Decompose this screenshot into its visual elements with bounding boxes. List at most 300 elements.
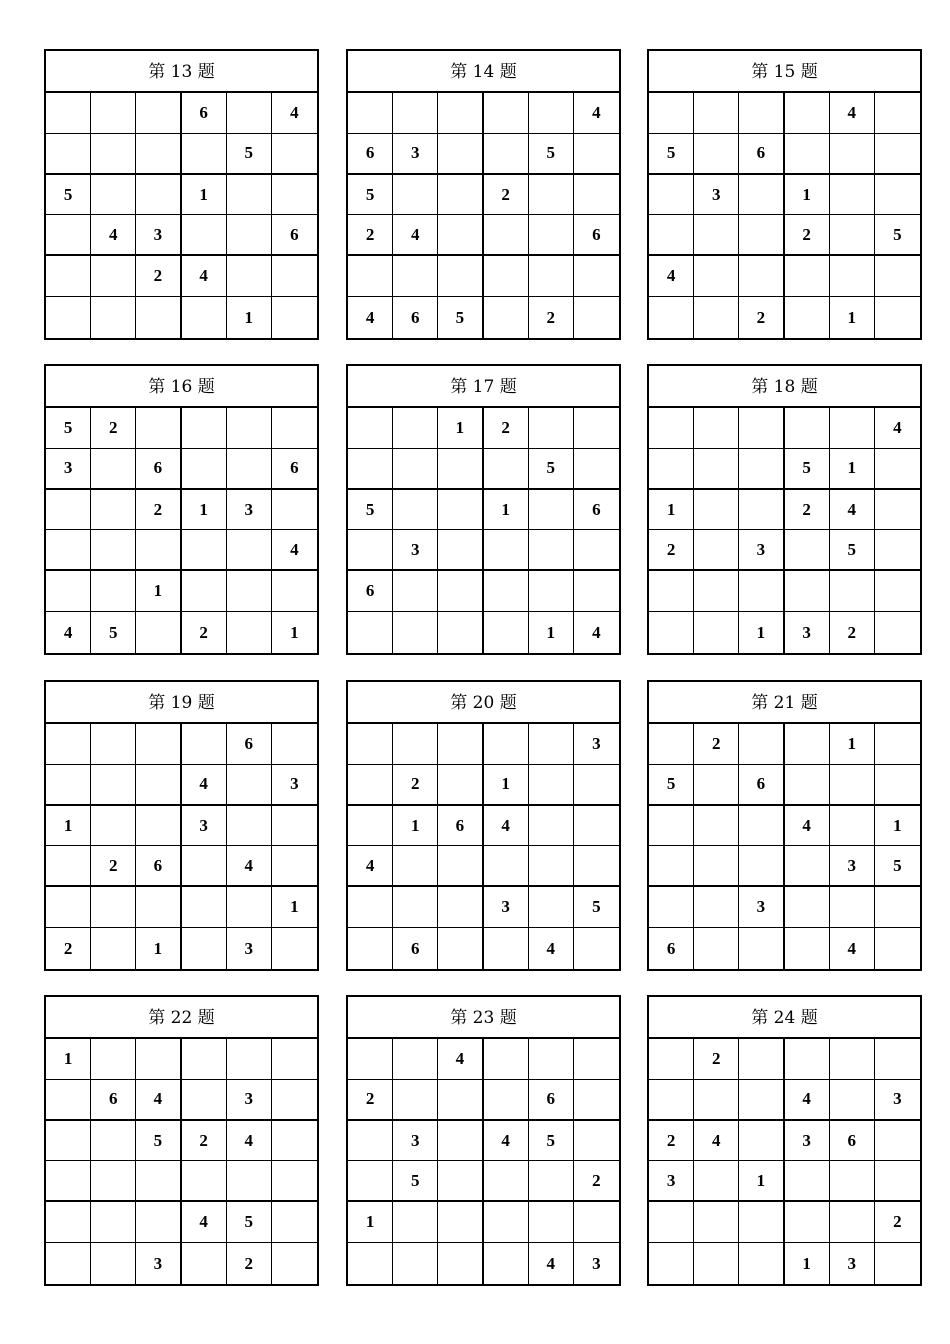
sudoku-cell — [830, 1161, 875, 1202]
sudoku-cell — [649, 175, 694, 216]
sudoku-cell: 5 — [785, 449, 830, 490]
sudoku-cell: 4 — [182, 765, 227, 806]
sudoku-cell — [785, 846, 830, 887]
sudoku-cell — [875, 571, 920, 612]
sudoku-cell — [91, 175, 136, 216]
sudoku-cell — [227, 256, 272, 297]
sudoku-cell: 5 — [649, 134, 694, 175]
sudoku-cell: 5 — [136, 1121, 181, 1162]
sudoku-cell: 6 — [136, 846, 181, 887]
sudoku-cell — [875, 1121, 920, 1162]
sudoku-cell: 1 — [875, 806, 920, 847]
sudoku-cell: 4 — [438, 1039, 483, 1080]
sudoku-cell — [574, 175, 619, 216]
sudoku-cell — [182, 449, 227, 490]
sudoku-cell — [438, 93, 483, 134]
sudoku-cell: 1 — [830, 297, 875, 338]
sudoku-cell — [830, 571, 875, 612]
sudoku-cell — [438, 449, 483, 490]
sudoku-cell — [529, 724, 574, 765]
sudoku-cell — [785, 928, 830, 969]
sudoku-cell — [875, 612, 920, 653]
sudoku-cell — [649, 571, 694, 612]
sudoku-cell — [484, 612, 529, 653]
sudoku-cell — [649, 297, 694, 338]
puzzle-title: 第 13 题 — [46, 51, 317, 93]
sudoku-cell: 3 — [592, 1253, 601, 1273]
sudoku-cell: 5 — [227, 134, 272, 175]
sudoku-cell — [484, 928, 529, 969]
sudoku-cell — [272, 1080, 317, 1121]
sudoku-puzzle — [346, 49, 621, 340]
sudoku-cell: 3 — [393, 134, 438, 175]
sudoku-cell — [227, 612, 272, 653]
sudoku-cell: 5 — [649, 765, 694, 806]
sudoku-cell: 4 — [529, 928, 574, 969]
sudoku-cell: 1 — [529, 612, 574, 653]
sudoku-cell — [46, 530, 91, 571]
sudoku-cell — [875, 134, 920, 175]
sudoku-cell — [348, 1243, 393, 1284]
sudoku-cell: 2 — [182, 1121, 227, 1162]
sudoku-cell — [136, 175, 181, 216]
sudoku-cell: 2 — [649, 530, 694, 571]
sudoku-cell: 1 — [136, 928, 181, 969]
sudoku-cell — [227, 765, 272, 806]
sudoku-cell — [830, 134, 875, 175]
sudoku-puzzle — [44, 995, 319, 1286]
sudoku-cell — [272, 571, 317, 612]
sudoku-cell: 2 — [739, 297, 784, 338]
sudoku-cell — [694, 1243, 739, 1284]
sudoku-cell: 1 — [484, 765, 529, 806]
sudoku-cell: 4 — [484, 806, 529, 847]
sudoku-cell: 4 — [484, 1121, 529, 1162]
sudoku-cell — [91, 1039, 136, 1080]
sudoku-cell — [875, 928, 920, 969]
sudoku-cell — [348, 887, 393, 928]
sudoku-cell: 5 — [46, 175, 91, 216]
puzzle-title: 第 14 题 — [348, 51, 619, 93]
sudoku-cell: 3 — [694, 175, 739, 216]
sudoku-cell — [182, 928, 227, 969]
sudoku-cell — [785, 1161, 830, 1202]
sudoku-cell — [574, 134, 619, 175]
sudoku-cell — [785, 724, 830, 765]
sudoku-cell: 6 — [182, 93, 227, 134]
puzzle-title: 第 18 题 — [649, 366, 920, 408]
sudoku-cell — [348, 1161, 393, 1202]
sudoku-cell — [46, 1121, 91, 1162]
sudoku-cell: 6 — [739, 134, 784, 175]
sudoku-cell — [649, 887, 694, 928]
sudoku-cell: 5 — [875, 215, 920, 256]
sudoku-cell: 1 — [739, 612, 784, 653]
sudoku-cell — [227, 887, 272, 928]
sudoku-cell: 5 — [529, 449, 574, 490]
sudoku-cell — [830, 765, 875, 806]
sudoku-cell: 5 — [830, 530, 875, 571]
puzzle-title: 第 19 题 — [46, 682, 317, 724]
sudoku-cell — [830, 215, 875, 256]
sudoku-puzzle — [647, 680, 922, 971]
sudoku-cell: 5 — [875, 846, 920, 887]
sudoku-cell — [785, 297, 830, 338]
sudoku-cell — [694, 887, 739, 928]
sudoku-cell — [484, 1161, 529, 1202]
sudoku-cell — [91, 93, 136, 134]
sudoku-cell — [438, 724, 483, 765]
sudoku-cell: 2 — [393, 765, 438, 806]
puzzle-title: 第 15 题 — [649, 51, 920, 93]
sudoku-cell — [227, 1161, 272, 1202]
sudoku-cell — [830, 887, 875, 928]
sudoku-cell — [136, 1039, 181, 1080]
sudoku-cell — [272, 490, 317, 531]
sudoku-cell: 4 — [785, 806, 830, 847]
puzzle-title: 第 16 题 — [46, 366, 317, 408]
sudoku-cell — [46, 297, 91, 338]
sudoku-cell: 4 — [272, 93, 317, 134]
sudoku-cell — [875, 724, 920, 765]
sudoku-cell — [739, 256, 784, 297]
sudoku-cell — [484, 1080, 529, 1121]
sudoku-cell — [739, 490, 784, 531]
sudoku-cell — [739, 806, 784, 847]
sudoku-cell — [227, 215, 272, 256]
sudoku-cell — [393, 1080, 438, 1121]
sudoku-cell — [875, 887, 920, 928]
sudoku-cell — [136, 134, 181, 175]
sudoku-cell — [438, 1080, 483, 1121]
sudoku-cell: 2 — [830, 612, 875, 653]
sudoku-cell — [574, 846, 619, 887]
sudoku-cell — [91, 928, 136, 969]
sudoku-cell — [694, 530, 739, 571]
sudoku-grid — [348, 408, 619, 653]
sudoku-cell — [438, 1202, 483, 1243]
sudoku-cell: 2 — [91, 846, 136, 887]
sudoku-puzzle — [346, 680, 621, 971]
sudoku-cell: 4 — [830, 928, 875, 969]
sudoku-cell: 2 — [529, 297, 574, 338]
sudoku-cell — [649, 724, 694, 765]
sudoku-puzzle — [647, 49, 922, 340]
sudoku-cell — [393, 408, 438, 449]
sudoku-cell — [348, 1039, 393, 1080]
sudoku-cell: 5 — [348, 175, 393, 216]
sudoku-cell — [649, 93, 694, 134]
sudoku-cell — [484, 297, 529, 338]
sudoku-cell: 4 — [182, 256, 227, 297]
sudoku-cell — [46, 490, 91, 531]
sudoku-cell — [182, 1243, 227, 1284]
sudoku-cell — [393, 1243, 438, 1284]
sudoku-cell — [694, 490, 739, 531]
sudoku-cell — [182, 134, 227, 175]
sudoku-cell — [830, 256, 875, 297]
sudoku-cell — [484, 571, 529, 612]
sudoku-cell — [91, 1121, 136, 1162]
sudoku-cell — [529, 215, 574, 256]
sudoku-cell — [574, 1202, 619, 1243]
sudoku-cell — [272, 806, 317, 847]
sudoku-cell — [649, 449, 694, 490]
sudoku-cell — [694, 1202, 739, 1243]
sudoku-cell: 6 — [574, 490, 619, 531]
sudoku-cell — [529, 765, 574, 806]
sudoku-cell — [393, 887, 438, 928]
sudoku-cell — [438, 530, 483, 571]
sudoku-cell — [227, 1039, 272, 1080]
sudoku-cell — [785, 887, 830, 928]
sudoku-cell: 3 — [136, 215, 181, 256]
sudoku-cell — [438, 215, 483, 256]
sudoku-cell — [785, 571, 830, 612]
sudoku-cell — [785, 256, 830, 297]
sudoku-cell — [348, 449, 393, 490]
sudoku-cell: 5 — [438, 297, 483, 338]
sudoku-cell — [46, 846, 91, 887]
sudoku-grid — [649, 93, 920, 338]
sudoku-cell — [46, 1243, 91, 1284]
sudoku-cell — [91, 887, 136, 928]
sudoku-cell — [227, 571, 272, 612]
sudoku-cell — [875, 1161, 920, 1202]
sudoku-cell — [272, 175, 317, 216]
sudoku-cell — [649, 1202, 694, 1243]
sudoku-cell — [46, 215, 91, 256]
sudoku-cell — [875, 530, 920, 571]
sudoku-cell — [484, 1243, 529, 1284]
sudoku-cell — [484, 1202, 529, 1243]
sudoku-cell — [393, 724, 438, 765]
sudoku-cell: 2 — [785, 490, 830, 531]
sudoku-cell — [393, 846, 438, 887]
sudoku-cell: 1 — [136, 571, 181, 612]
sudoku-cell: 4 — [136, 1080, 181, 1121]
sudoku-cell — [136, 1202, 181, 1243]
sudoku-puzzle — [44, 364, 319, 655]
sudoku-cell: 6 — [830, 1121, 875, 1162]
sudoku-cell — [438, 612, 483, 653]
sudoku-cell: 1 — [290, 622, 299, 642]
sudoku-cell: 2 — [785, 215, 830, 256]
sudoku-cell — [529, 1161, 574, 1202]
sudoku-cell — [529, 1039, 574, 1080]
sudoku-puzzle — [44, 49, 319, 340]
sudoku-puzzle — [44, 680, 319, 971]
sudoku-cell: 2 — [136, 256, 181, 297]
sudoku-cell — [484, 215, 529, 256]
sudoku-cell: 1 — [830, 449, 875, 490]
sudoku-cell — [484, 449, 529, 490]
sudoku-cell — [272, 1039, 317, 1080]
sudoku-cell — [739, 1080, 784, 1121]
sudoku-cell — [574, 806, 619, 847]
sudoku-cell: 6 — [272, 215, 317, 256]
sudoku-cell: 3 — [484, 887, 529, 928]
sudoku-cell: 1 — [393, 806, 438, 847]
sudoku-cell: 3 — [875, 1080, 920, 1121]
sudoku-cell: 2 — [574, 1161, 619, 1202]
sudoku-cell — [484, 93, 529, 134]
sudoku-cell — [438, 1243, 483, 1284]
sudoku-cell: 4 — [348, 846, 393, 887]
sudoku-cell: 2 — [227, 1243, 272, 1284]
sudoku-cell — [348, 612, 393, 653]
sudoku-cell: 4 — [830, 490, 875, 531]
sudoku-cell: 2 — [484, 175, 529, 216]
sudoku-cell — [529, 93, 574, 134]
sudoku-cell — [91, 134, 136, 175]
sudoku-cell — [830, 175, 875, 216]
sudoku-cell — [529, 530, 574, 571]
sudoku-cell: 1 — [830, 724, 875, 765]
sudoku-cell: 2 — [182, 612, 227, 653]
puzzle-title: 第 17 题 — [348, 366, 619, 408]
sudoku-cell: 6 — [529, 1080, 574, 1121]
sudoku-cell: 4 — [785, 1080, 830, 1121]
sudoku-cell: 1 — [739, 1161, 784, 1202]
sudoku-cell — [46, 571, 91, 612]
sudoku-cell: 4 — [182, 1202, 227, 1243]
sudoku-cell: 5 — [46, 408, 91, 449]
sudoku-cell — [649, 612, 694, 653]
sudoku-cell — [694, 1161, 739, 1202]
sudoku-cell — [91, 806, 136, 847]
sudoku-cell — [694, 1080, 739, 1121]
sudoku-cell: 4 — [529, 1243, 574, 1284]
sudoku-cell: 6 — [348, 571, 393, 612]
sudoku-cell — [484, 134, 529, 175]
sudoku-cell: 1 — [182, 490, 227, 531]
sudoku-cell — [393, 93, 438, 134]
sudoku-cell — [227, 175, 272, 216]
sudoku-cell — [182, 846, 227, 887]
sudoku-cell — [739, 571, 784, 612]
sudoku-cell — [438, 490, 483, 531]
sudoku-cell: 3 — [830, 1243, 875, 1284]
sudoku-cell — [227, 449, 272, 490]
sudoku-cell — [574, 928, 619, 969]
sudoku-cell: 3 — [393, 530, 438, 571]
sudoku-cell — [739, 1039, 784, 1080]
sudoku-cell: 5 — [529, 1121, 574, 1162]
sudoku-cell: 1 — [348, 1202, 393, 1243]
sudoku-cell — [393, 571, 438, 612]
sudoku-cell — [272, 846, 317, 887]
sudoku-cell — [272, 928, 317, 969]
sudoku-cell: 2 — [91, 408, 136, 449]
sudoku-cell: 4 — [649, 256, 694, 297]
sudoku-cell — [529, 846, 574, 887]
sudoku-cell: 1 — [785, 175, 830, 216]
sudoku-cell — [91, 297, 136, 338]
sudoku-cell — [574, 256, 619, 297]
sudoku-cell — [46, 1161, 91, 1202]
sudoku-cell: 2 — [875, 1202, 920, 1243]
sudoku-grid — [46, 408, 317, 653]
sudoku-cell — [875, 93, 920, 134]
sudoku-cell — [348, 806, 393, 847]
sudoku-cell: 1 — [649, 490, 694, 531]
puzzle-title: 第 22 题 — [46, 997, 317, 1039]
sudoku-cell — [739, 408, 784, 449]
sudoku-cell: 6 — [393, 928, 438, 969]
sudoku-cell — [739, 1202, 784, 1243]
sudoku-cell — [529, 571, 574, 612]
sudoku-cell: 6 — [393, 297, 438, 338]
sudoku-cell — [694, 612, 739, 653]
sudoku-cell: 6 — [438, 806, 483, 847]
sudoku-cell — [136, 765, 181, 806]
sudoku-cell: 4 — [694, 1121, 739, 1162]
sudoku-cell — [272, 134, 317, 175]
sudoku-cell — [91, 256, 136, 297]
puzzle-title: 第 20 题 — [348, 682, 619, 724]
sudoku-cell: 6 — [739, 765, 784, 806]
sudoku-cell — [136, 297, 181, 338]
sudoku-cell: 3 — [46, 449, 91, 490]
sudoku-cell — [484, 256, 529, 297]
sudoku-cell — [227, 93, 272, 134]
sudoku-cell — [875, 765, 920, 806]
sudoku-cell: 2 — [348, 1080, 393, 1121]
sudoku-cell — [91, 765, 136, 806]
sudoku-cell — [272, 297, 317, 338]
sudoku-cell — [46, 724, 91, 765]
sudoku-cell — [46, 887, 91, 928]
sudoku-cell: 2 — [694, 724, 739, 765]
sudoku-grid — [46, 1039, 317, 1284]
sudoku-cell — [272, 1121, 317, 1162]
sudoku-cell — [529, 490, 574, 531]
sudoku-grid — [348, 93, 619, 338]
sudoku-cell — [574, 530, 619, 571]
sudoku-cell — [830, 1080, 875, 1121]
sudoku-cell — [182, 530, 227, 571]
sudoku-cell — [438, 571, 483, 612]
sudoku-cell — [574, 765, 619, 806]
sudoku-cell: 4 — [227, 846, 272, 887]
sudoku-cell — [393, 490, 438, 531]
sudoku-cell — [574, 1080, 619, 1121]
sudoku-cell: 2 — [694, 1039, 739, 1080]
sudoku-cell: 4 — [592, 622, 601, 642]
sudoku-cell: 3 — [227, 928, 272, 969]
sudoku-puzzle — [346, 995, 621, 1286]
sudoku-cell — [484, 530, 529, 571]
sudoku-grid — [348, 724, 619, 969]
sudoku-cell: 4 — [46, 612, 91, 653]
sudoku-cell — [46, 134, 91, 175]
sudoku-cell: 4 — [830, 93, 875, 134]
sudoku-cell — [875, 175, 920, 216]
sudoku-cell: 2 — [649, 1121, 694, 1162]
sudoku-cell: 4 — [272, 530, 317, 571]
sudoku-cell — [91, 1243, 136, 1284]
sudoku-cell: 1 — [272, 887, 317, 928]
sudoku-puzzle — [647, 364, 922, 655]
sudoku-cell: 1 — [484, 490, 529, 531]
sudoku-cell — [484, 1039, 529, 1080]
sudoku-cell — [438, 256, 483, 297]
sudoku-cell — [649, 1039, 694, 1080]
sudoku-cell — [739, 175, 784, 216]
sudoku-cell — [91, 530, 136, 571]
sudoku-cell — [348, 408, 393, 449]
